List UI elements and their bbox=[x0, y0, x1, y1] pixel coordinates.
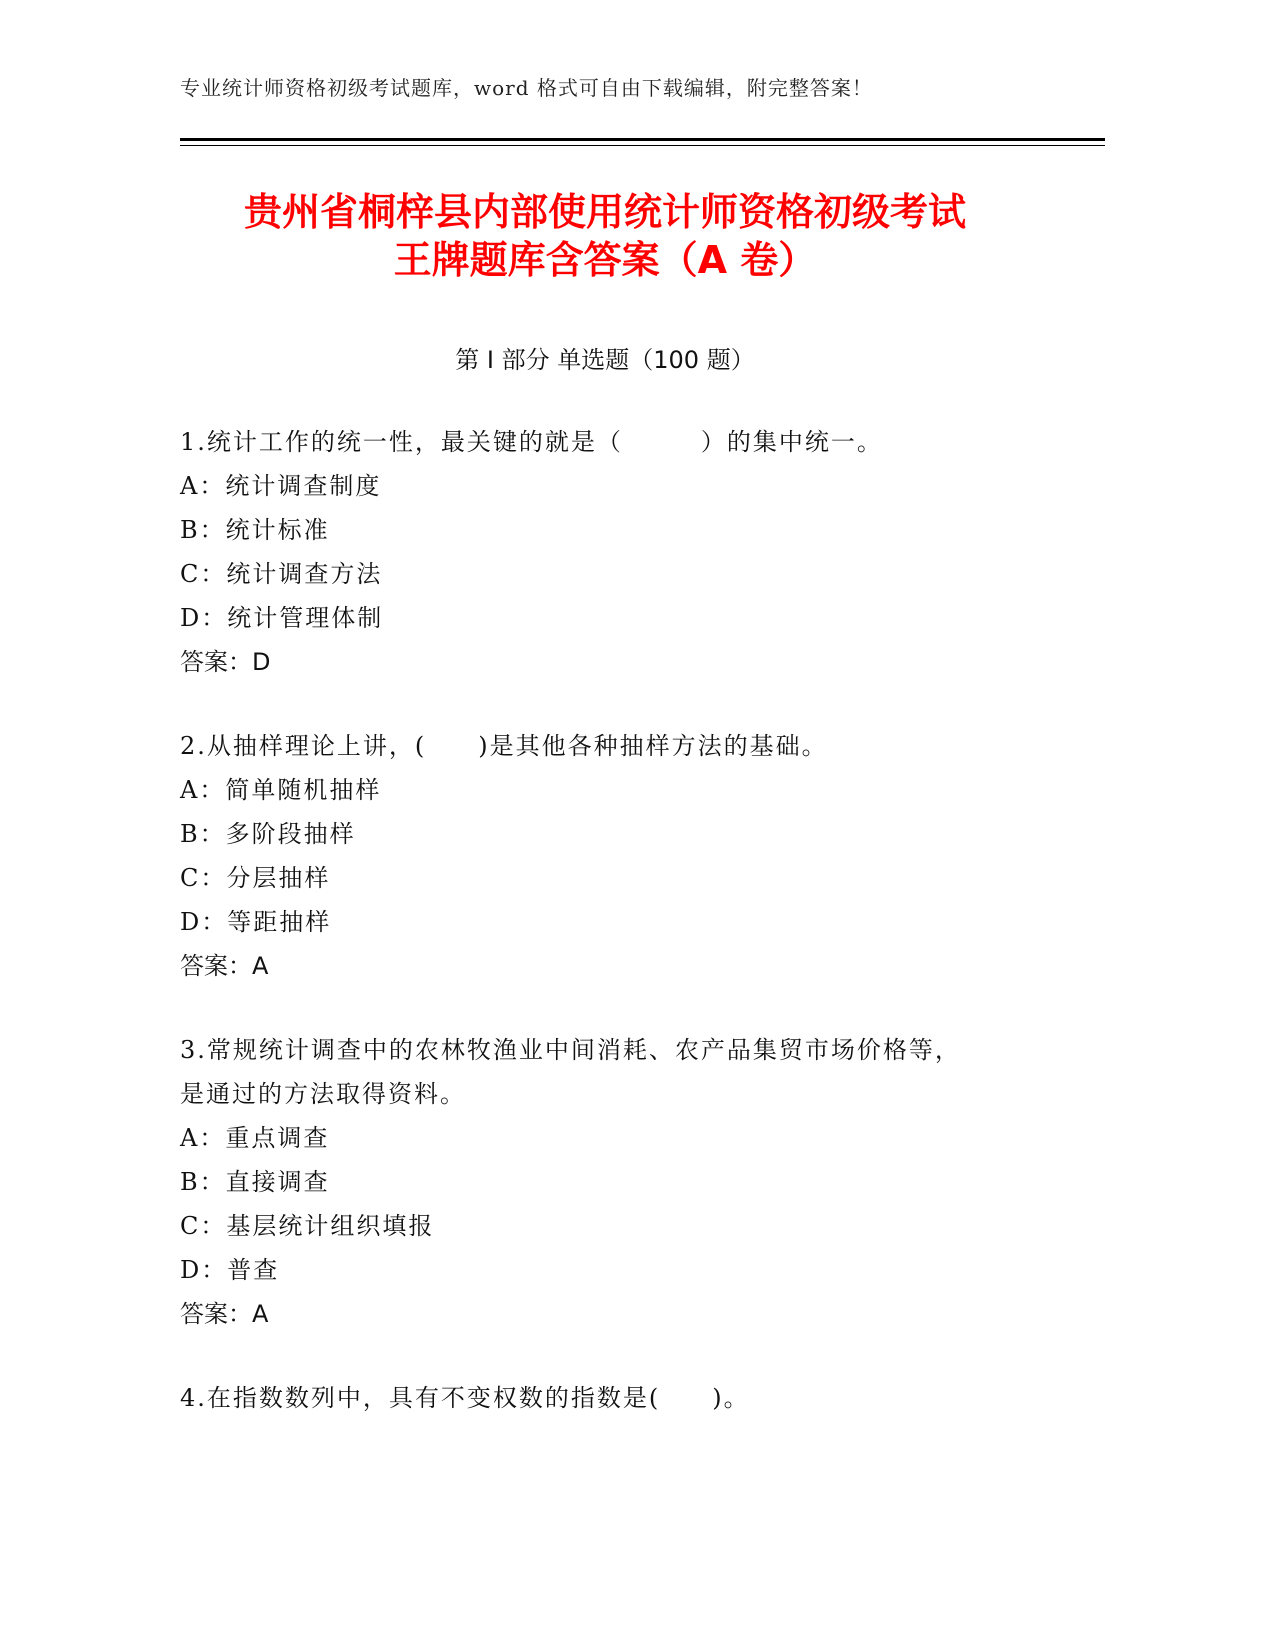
header-rule-thin bbox=[180, 145, 1105, 146]
option-b: B：统计标准 bbox=[180, 516, 330, 544]
option-b: B：多阶段抽样 bbox=[180, 820, 356, 848]
question-stem: 1.统计工作的统一性，最关键的就是（ ）的集中统一。 bbox=[180, 428, 883, 456]
header-rule-thick bbox=[180, 138, 1105, 141]
option-d: D：等距抽样 bbox=[180, 908, 332, 936]
answer: 答案：A bbox=[180, 1300, 269, 1328]
answer: 答案：D bbox=[180, 648, 271, 676]
document-title-line1: 贵州省桐梓县内部使用统计师资格初级考试 bbox=[243, 190, 966, 234]
option-c: C：基层统计组织填报 bbox=[180, 1212, 435, 1240]
section-title: 第 I 部分 单选题（100 题） bbox=[455, 346, 755, 374]
question-1 bbox=[180, 420, 1080, 684]
question-stem-line1: 3.常规统计调查中的农林牧渔业中间消耗、农产品集贸市场价格等， bbox=[180, 1036, 961, 1064]
option-b: B：直接调查 bbox=[180, 1168, 330, 1196]
option-a: A：统计调查制度 bbox=[180, 472, 382, 500]
document-title bbox=[150, 188, 1060, 284]
question-stem: 2.从抽样理论上讲，( )是其他各种抽样方法的基础。 bbox=[180, 732, 828, 760]
question-stem-line2: 是通过的方法取得资料。 bbox=[180, 1080, 466, 1108]
question-stem: 4.在指数数列中，具有不变权数的指数是( )。 bbox=[180, 1384, 750, 1412]
question-list bbox=[180, 420, 1080, 1460]
option-c: C：统计调查方法 bbox=[180, 560, 383, 588]
option-d: D：普查 bbox=[180, 1256, 280, 1284]
option-a: A：重点调查 bbox=[180, 1124, 330, 1152]
option-d: D：统计管理体制 bbox=[180, 604, 384, 632]
question-2 bbox=[180, 724, 1080, 988]
answer: 答案：A bbox=[180, 952, 269, 980]
question-4 bbox=[180, 1376, 1080, 1420]
document-title-line2: 王牌题库含答案（A 卷） bbox=[393, 238, 817, 282]
header-note: 专业统计师资格初级考试题库，word 格式可自由下载编辑，附完整答案！ bbox=[180, 76, 873, 100]
option-a: A：简单随机抽样 bbox=[180, 776, 382, 804]
question-3 bbox=[180, 1028, 1080, 1336]
option-c: C：分层抽样 bbox=[180, 864, 331, 892]
